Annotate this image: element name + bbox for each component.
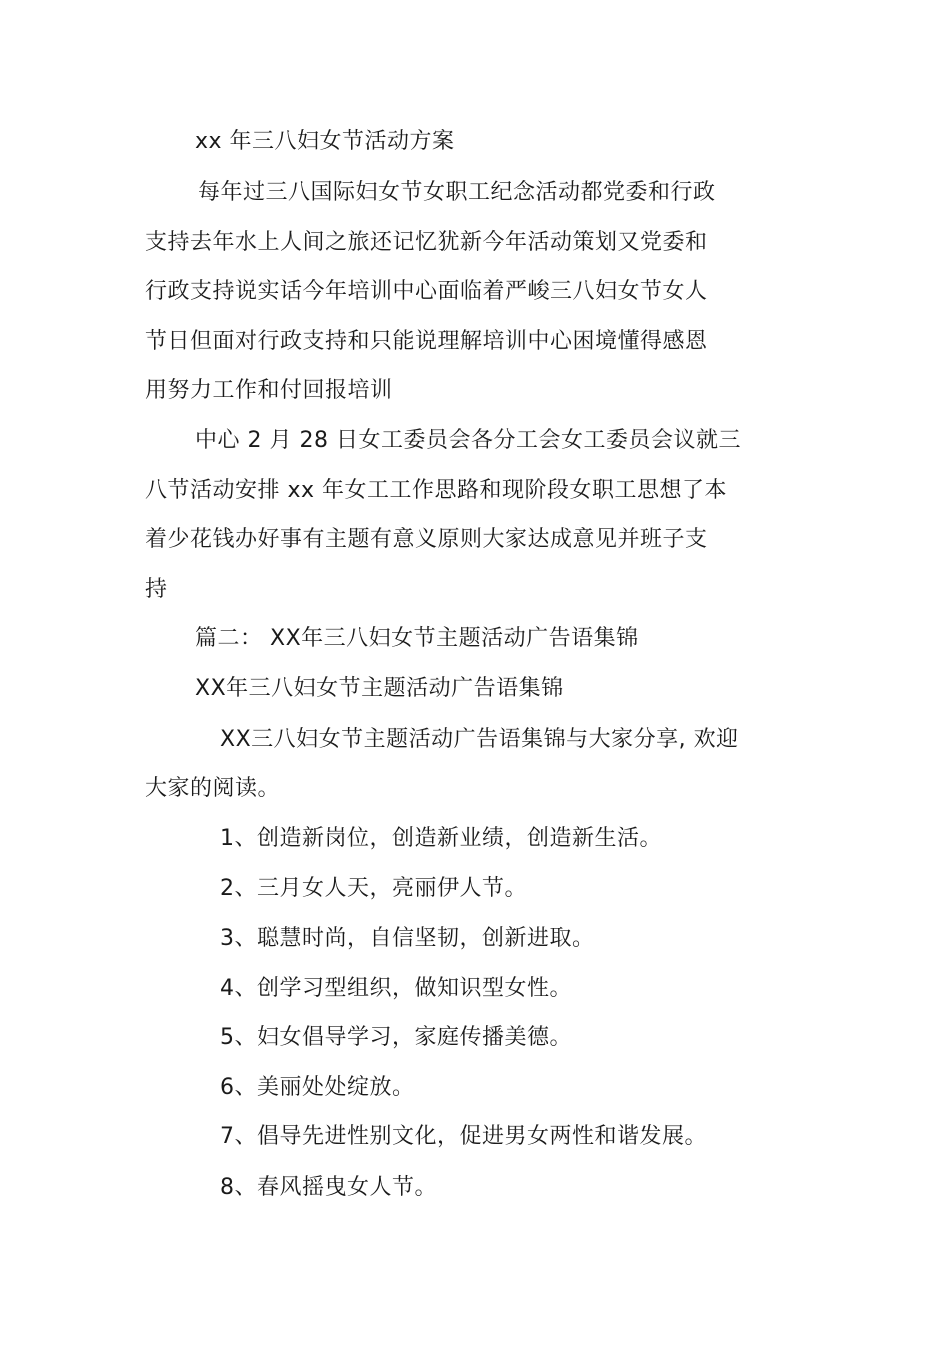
paragraph-line: 中心 2 月 28 日女工委员会各分工会女工委员会议就三	[195, 428, 741, 453]
list-item: 6、美丽处处绽放。	[220, 1075, 415, 1100]
list-item: 1、创造新岗位，创造新业绩，创造新生活。	[220, 826, 662, 851]
list-item: 2、三月女人天，亮丽伊人节。	[220, 876, 527, 901]
paragraph-line: 节日但面对行政支持和只能说理解培训中心困境懂得感恩	[145, 329, 708, 354]
list-item: 3、聪慧时尚，自信坚韧，创新进取。	[220, 926, 595, 951]
paragraph-line: 八节活动安排 xx 年女工工作思路和现阶段女职工思想了本	[145, 478, 728, 503]
list-item: 8、春风摇曳女人节。	[220, 1175, 437, 1200]
paragraph-line: 支持去年水上人间之旅还记忆犹新今年活动策划又党委和	[145, 230, 708, 255]
paragraph-line: 行政支持说实话今年培训中心面临着严峻三八妇女节女人	[145, 279, 708, 304]
paragraph-line: XX三八妇女节主题活动广告语集锦与大家分享, 欢迎	[220, 727, 739, 752]
paragraph-line: 大家的阅读。	[145, 776, 281, 801]
doc-title: xx 年三八妇女节活动方案	[195, 129, 455, 154]
section-subtitle: XX年三八妇女节主题活动广告语集锦	[195, 676, 564, 701]
list-item: 7、倡导先进性别文化，促进男女两性和谐发展。	[220, 1124, 707, 1149]
paragraph-line: 用努力工作和付回报培训	[145, 378, 393, 403]
list-item: 5、妇女倡导学习，家庭传播美德。	[220, 1025, 572, 1050]
section-heading: 篇二： XX年三八妇女节主题活动广告语集锦	[195, 626, 639, 651]
paragraph-line: 每年过三八国际妇女节女职工纪念活动都党委和行政	[198, 180, 716, 205]
list-item: 4、创学习型组织，做知识型女性。	[220, 976, 572, 1001]
paragraph-line: 持	[145, 577, 168, 602]
paragraph-line: 着少花钱办好事有主题有意义原则大家达成意见并班子支	[145, 527, 708, 552]
